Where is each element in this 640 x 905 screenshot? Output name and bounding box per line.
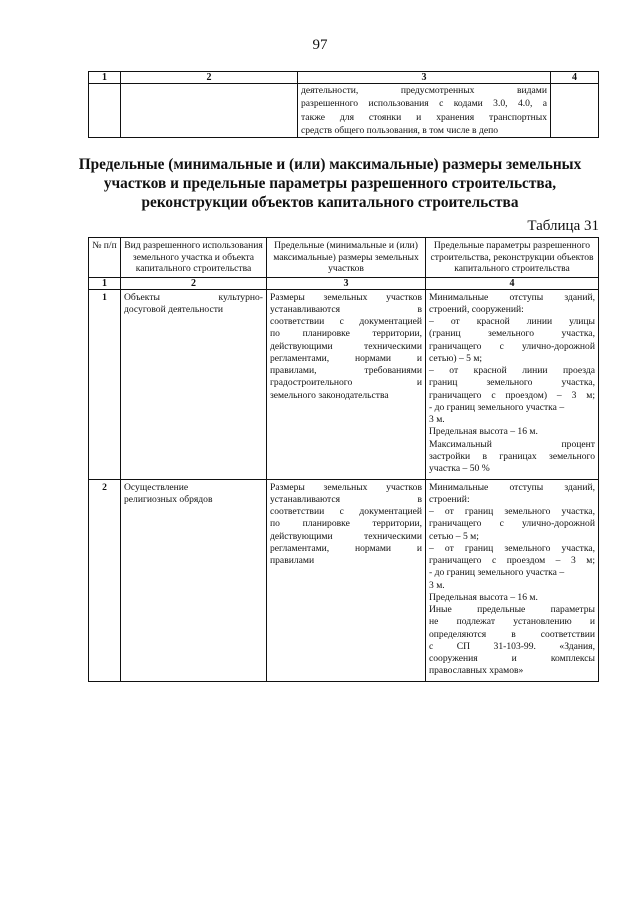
row-number: 1 bbox=[89, 289, 121, 479]
text-line: строений: bbox=[429, 493, 470, 505]
text-line: регламентами, нормами и bbox=[270, 542, 422, 554]
column-number: 2 bbox=[121, 72, 298, 84]
plot-size-cell bbox=[267, 479, 426, 681]
text-line: Размеры земельных участков bbox=[270, 481, 422, 493]
column-number: 4 bbox=[426, 277, 599, 289]
text-line: строений, сооружений: bbox=[429, 303, 524, 315]
text-line: православных храмов» bbox=[429, 665, 524, 677]
text-line: граничащего с проездом – 3 м; bbox=[429, 555, 595, 566]
empty-cell bbox=[89, 84, 121, 138]
text-line: - до границ земельного участка – bbox=[429, 401, 565, 413]
text-line: Предельная высота – 16 м. bbox=[429, 591, 538, 603]
column-number: 3 bbox=[298, 72, 551, 84]
text-line: досуговой деятельности bbox=[124, 303, 224, 315]
text-line: сооружения и комплексы bbox=[429, 653, 595, 664]
build-params-cell bbox=[426, 479, 599, 681]
column-number: 1 bbox=[89, 277, 121, 289]
build-params-cell bbox=[426, 289, 599, 479]
text-line: Предельная высота – 16 м. bbox=[429, 426, 538, 438]
text-line: по планировке территории, bbox=[270, 518, 422, 530]
row-number: 2 bbox=[89, 479, 121, 681]
text-line: регламентами, нормами и bbox=[270, 352, 422, 364]
text-line: сетью – 5 м; bbox=[429, 530, 479, 542]
text-line: правилами bbox=[270, 555, 315, 566]
text-line: граничащего с проездом) – 3 м; bbox=[429, 389, 595, 401]
text-line: – от границ земельного участка, bbox=[429, 542, 595, 554]
column-number: 4 bbox=[551, 72, 599, 84]
table-row bbox=[89, 289, 599, 479]
table-row bbox=[89, 479, 599, 681]
continued-text-cell bbox=[298, 84, 551, 138]
table-caption: Таблица 31 bbox=[527, 218, 599, 234]
text-line: Осуществление bbox=[124, 481, 189, 493]
text-line: устанавливаются в bbox=[270, 493, 422, 505]
text-line: не подлежат установлению и bbox=[429, 616, 595, 628]
text-line: средств общего пользования, в том числе в депо bbox=[301, 124, 499, 136]
text-line: Размеры земельных участков bbox=[270, 291, 422, 303]
text-line: действующими техническими bbox=[270, 530, 422, 542]
text-line: по планировке территории, bbox=[270, 328, 422, 340]
table-row bbox=[89, 84, 599, 138]
text-line: с СП 31-103-99. «Здания, bbox=[429, 640, 595, 652]
header-use-type: Вид разрешенного использования земельного участка и объекта капитального строительства bbox=[121, 238, 267, 278]
use-type-cell bbox=[121, 479, 267, 681]
text-line: – от красной линии улицы bbox=[429, 316, 595, 327]
text-line: граничащего с улично-дорожной bbox=[429, 518, 595, 530]
header-build-params: Предельные параметры разрешенного строительства, реконструкции объектов капитального строительства bbox=[426, 238, 599, 278]
column-number: 1 bbox=[89, 72, 121, 84]
text-line: также для стоянки и хранения транспортных bbox=[301, 111, 547, 123]
text-line: деятельности, предусмотренных видами bbox=[301, 85, 547, 96]
continuation-table bbox=[88, 71, 599, 138]
text-line: земельного законодательства bbox=[270, 389, 389, 401]
column-number: 2 bbox=[121, 277, 267, 289]
header-number: № п/п bbox=[89, 238, 121, 278]
header-row bbox=[89, 238, 599, 278]
text-line: 3 м. bbox=[429, 579, 445, 591]
page-number: 97 bbox=[312, 37, 328, 53]
text-line: 3 м. bbox=[429, 414, 445, 425]
text-line: религиозных обрядов bbox=[124, 493, 213, 505]
text-line: – от границ земельного участка, bbox=[429, 506, 595, 517]
column-number-row bbox=[89, 277, 599, 289]
text-line: Минимальные отступы зданий, bbox=[429, 291, 595, 303]
text-line: Минимальные отступы зданий, bbox=[429, 481, 595, 493]
text-line: соответствии с документацией bbox=[270, 316, 422, 327]
text-line: (границ земельного участка, bbox=[429, 328, 595, 340]
text-line: застройки в границах земельного bbox=[429, 450, 595, 462]
text-line: участка – 50 % bbox=[429, 463, 490, 474]
header-plot-size: Предельные (минимальные и (или) максимальные) размеры земельных участков bbox=[267, 238, 426, 278]
section-title: Предельные (минимальные и (или) максимальные) размеры земельных участков и предельные параметры разрешенного строительства, реконструкции объектов капитального строительства bbox=[78, 156, 582, 211]
text-line: граничащего с улично-дорожной bbox=[429, 340, 595, 352]
text-line: Максимальный процент bbox=[429, 438, 595, 450]
text-line: устанавливаются в bbox=[270, 303, 422, 315]
text-line: соответствии с документацией bbox=[270, 506, 422, 517]
parameters-table bbox=[88, 237, 599, 682]
text-line: сетью) – 5 м; bbox=[429, 352, 483, 364]
empty-cell bbox=[121, 84, 298, 138]
column-number-row bbox=[89, 72, 599, 84]
text-line: - до границ земельного участка – bbox=[429, 567, 565, 579]
text-line: правилами, требованиями bbox=[270, 365, 422, 376]
empty-cell bbox=[551, 84, 599, 138]
column-number: 3 bbox=[267, 277, 426, 289]
text-line: границ земельного участка, bbox=[429, 377, 595, 389]
plot-size-cell bbox=[267, 289, 426, 479]
text-line: разрешенного использования с кодами 3.0, 4.0, а bbox=[301, 98, 547, 110]
text-line: Объекты культурно- bbox=[124, 291, 263, 303]
text-line: Иные предельные параметры bbox=[429, 604, 595, 615]
text-line: градостроительного и bbox=[270, 377, 422, 389]
text-line: определяются в соответствии bbox=[429, 628, 595, 640]
use-type-cell bbox=[121, 289, 267, 479]
text-line: – от красной линии проезда bbox=[429, 365, 595, 376]
text-line: действующими техническими bbox=[270, 340, 422, 352]
